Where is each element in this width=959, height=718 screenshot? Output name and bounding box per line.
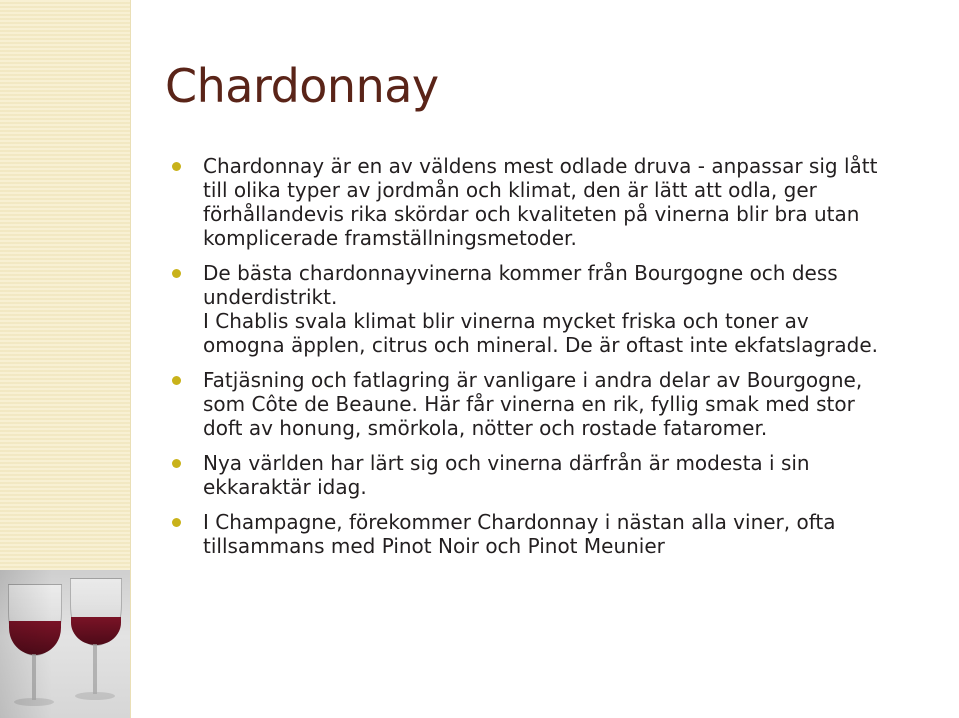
bullet-list bbox=[172, 154, 912, 569]
bullet-dot-icon bbox=[172, 518, 181, 527]
bullet-dot-icon bbox=[172, 269, 181, 278]
bullet-line: I Champagne, förekommer Chardonnay i nästan alla viner, ofta bbox=[203, 510, 836, 534]
bullet-dot-icon bbox=[172, 376, 181, 385]
bullet-item-2 bbox=[172, 261, 912, 357]
bullet-line: som Côte de Beaune. Här får vinerna en rik, fyllig smak med stor bbox=[203, 392, 855, 416]
bullet-dot-icon bbox=[172, 162, 181, 171]
bullet-line: till olika typer av jordmån och klimat, den är lätt att odla, ger bbox=[203, 178, 817, 202]
photo-shade bbox=[0, 570, 130, 718]
bullet-line: Nya världen har lärt sig och vinerna därfrån är modesta i sin bbox=[203, 451, 810, 475]
bullet-line: underdistrikt. bbox=[203, 285, 338, 309]
bullet-line: Fatjäsning och fatlagring är vanligare i andra delar av Bourgogne, bbox=[203, 368, 863, 392]
bullet-item-4 bbox=[172, 451, 912, 499]
bullet-item-1 bbox=[172, 154, 912, 250]
bullet-line: De bästa chardonnayvinerna kommer från Bourgogne och dess bbox=[203, 261, 838, 285]
bullet-line: I Chablis svala klimat blir vinerna mycket friska och toner av bbox=[203, 309, 809, 333]
bullet-item-3 bbox=[172, 368, 912, 440]
bullet-line: komplicerade framställningsmetoder. bbox=[203, 226, 577, 250]
slide-title: Chardonnay bbox=[165, 59, 439, 113]
bullet-dot-icon bbox=[172, 459, 181, 468]
bullet-line: Chardonnay är en av väldens mest odlade druva - anpassar sig lått bbox=[203, 154, 878, 178]
bullet-line: omogna äpplen, citrus och mineral. De är oftast inte ekfatslagrade. bbox=[203, 333, 879, 357]
wine-glasses-photo bbox=[0, 570, 130, 718]
bullet-line: förhållandevis rika skördar och kvaliteten på vinerna blir bra utan bbox=[203, 202, 860, 226]
bullet-item-5 bbox=[172, 510, 912, 558]
bullet-line: tillsammans med Pinot Noir och Pinot Meunier bbox=[203, 534, 665, 558]
bullet-line: doft av honung, smörkola, nötter och rostade fataromer. bbox=[203, 416, 768, 440]
bullet-line: ekkaraktär idag. bbox=[203, 475, 367, 499]
